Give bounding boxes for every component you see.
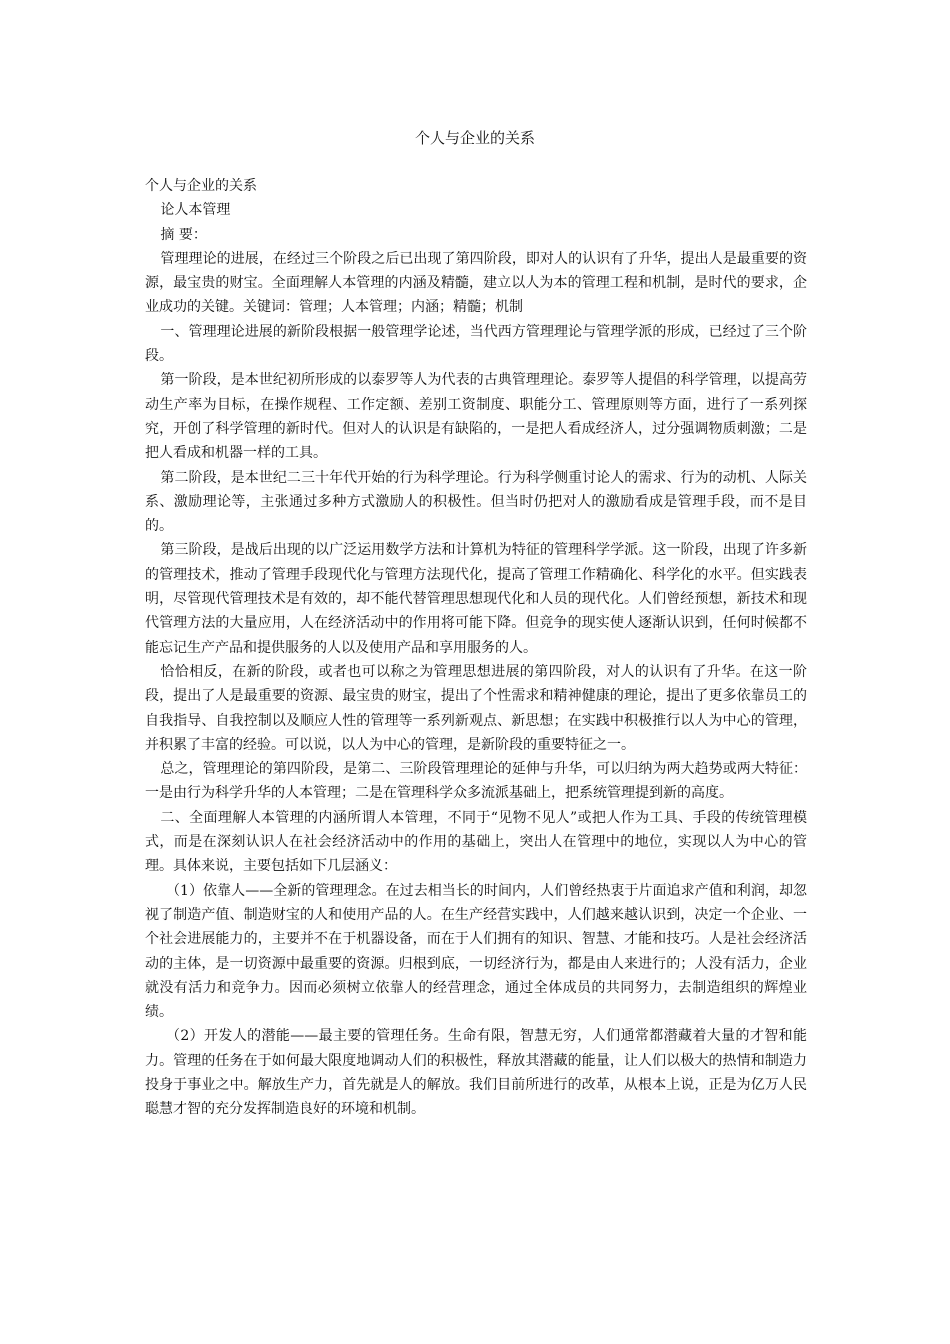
paragraph-subtitle: 论人本管理 bbox=[160, 202, 231, 219]
paragraph-section-1: 一、管理理论进展的新阶段根据一般管理学论述，当代西方管理理论与管理学派的形成，已经过了三个阶段。 bbox=[145, 323, 807, 365]
paragraph-stage-4: 恰恰相反，在新的阶段，或者也可以称之为管理思想进展的第四阶段，对人的认识有了升华。在这一阶段，提出了人是最重要的资源、最宝贵的财宝，提出了个性需求和精神健康的理论，提出了更多依靠员工的自我指导、自我控制以及顺应人性的管理等一系列新观点、新思想；在实践中积极推行以人为中心的管理，并积累了丰富的经验。可以说，以人为中心的管理，是新阶段的重要特征之一。 bbox=[145, 663, 807, 753]
paragraph-heading: 个人与企业的关系 bbox=[145, 178, 257, 194]
paragraph-summary: 总之，管理理论的第四阶段，是第二、三阶段管理理论的延伸与升华，可以归纳为两大趋势或两大特征：一是由行为科学升华的人本管理；二是在管理科学众多流派基础上，把系统管理提到新的高度。 bbox=[145, 761, 807, 802]
paragraph-section-2: 二、全面理解人本管理的内涵所谓人本管理，不同于“见物不见人”或把人作为工具、手段的传统管理模式，而是在深刻认识人在社会经济活动中的作用的基础上，突出人在管理中的地位，实现以人为中心的管理。具体来说，主要包括如下几层涵义： bbox=[145, 809, 807, 875]
document-title: 个人与企业的关系 bbox=[414, 129, 535, 147]
paragraph-point-1: （1）依靠人——全新的管理理念。在过去相当长的时间内，人们曾经热衷于片面追求产值和利润，却忽视了制造产值、制造财宝的人和使用产品的人。在生产经营实践中，人们越来越认识到，决定一个企业、一个社会进展能力的，主要并不在于机器设备，而在于人们拥有的知识、智慧、才能和技巧。人是社会经济活动的主体，是一切资源中最重要的资源。归根到底，一切经济行为，都是由人来进行的；人没有活力，企业就没有活力和竞争力。因而必须树立依靠人的经营理念，通过全体成员的共同努力，去制造组织的辉煌业绩。 bbox=[145, 882, 807, 1021]
paragraph-abstract-label: 摘 要： bbox=[160, 226, 207, 243]
paragraph-abstract: 管理理论的进展，在经过三个阶段之后已出现了第四阶段，即对人的认识有了升华，提出人是最重要的资源，最宝贵的财宝。全面理解人本管理的内涵及精髓，建立以人为本的管理工程和机制，是时代的要求，企业成功的关键。关键词：管理；人本管理；内涵；精髓；机制 bbox=[145, 250, 807, 316]
paragraph-stage-3: 第三阶段，是战后出现的以广泛运用数学方法和计算机为特征的管理科学学派。这一阶段，出现了许多新的管理技术，推动了管理手段现代化与管理方法现代化，提高了管理工作精确化、科学化的水平。但实践表明，尽管现代管理技术是有效的，却不能代替管理思想现代化和人员的现代化。人们曾经预想，新技术和现代管理方法的大量应用，人在经济活动中的作用将可能下降。但竞争的现实使人逐渐认识到，任何时候都不能忘记生产产品和提供服务的人以及使用产品和享用服务的人。 bbox=[145, 542, 807, 656]
paragraph-stage-1: 第一阶段，是本世纪初所形成的以泰罗等人为代表的古典管理理论。泰罗等人提倡的科学管理，以提高劳动生产率为目标，在操作规程、工作定额、差别工资制度、职能分工、管理原则等方面，进行了一系列探究，开创了科学管理的新时代。但对人的认识是有缺陷的，一是把人看成经济人，过分强调物质刺激；二是把人看成和机器一样的工具。 bbox=[145, 372, 807, 462]
document-body bbox=[145, 174, 807, 1122]
paragraph-stage-2: 第二阶段，是本世纪二三十年代开始的行为科学理论。行为科学侧重讨论人的需求、行为的动机、人际关系、激励理论等，主张通过多种方式激励人的积极性。但当时仍把对人的激励看成是管理手段，而不是目的。 bbox=[145, 469, 807, 535]
paragraph-point-2: （2）开发人的潜能——最主要的管理任务。生命有限，智慧无穷，人们通常都潜藏着大量的才智和能力。管理的任务在于如何最大限度地调动人们的积极性，释放其潜藏的能量，让人们以极大的热情和制造力投身于事业之中。解放生产力，首先就是人的解放。我们目前所进行的改革，从根本上说，正是为亿万人民聪慧才智的充分发挥制造良好的环境和机制。 bbox=[145, 1028, 807, 1118]
